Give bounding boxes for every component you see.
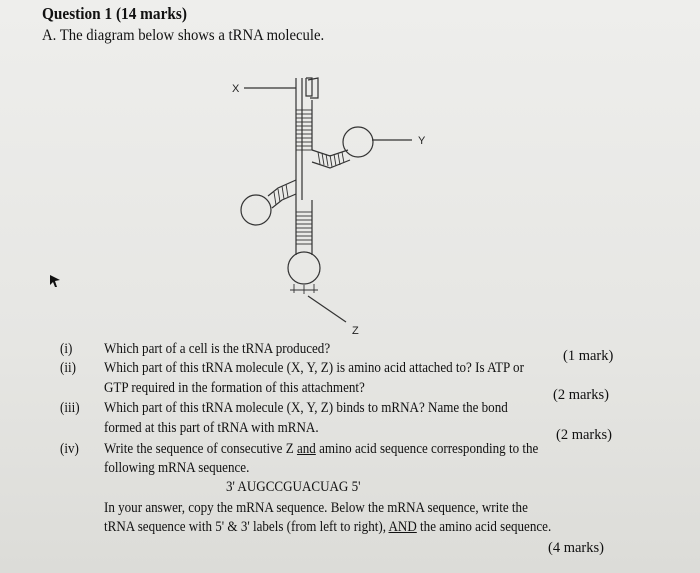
q4-marks: (4 marks) <box>548 540 604 556</box>
mrna-sequence: 3' AUGCCGUACUAG 5' <box>226 479 361 495</box>
q3-line1: Which part of this tRNA molecule (X, Y, Z) binds to mRNA? Name the bond <box>104 400 508 416</box>
q4-line2: following mRNA sequence. <box>104 460 250 476</box>
mouse-cursor-icon <box>48 273 62 289</box>
label-y: Y <box>418 135 426 147</box>
q4-line3: In your answer, copy the mRNA sequence. Below the mRNA sequence, write the <box>104 500 528 516</box>
q4-line1-and: and <box>296 441 316 457</box>
q4-line1-a: Write the sequence of consecutive Z <box>104 441 297 457</box>
q2-marks: (2 marks) <box>553 387 609 403</box>
q4-number: (iv) <box>60 441 79 457</box>
q3-number: (iii) <box>60 400 80 416</box>
q2-line1: Which part of this tRNA molecule (X, Y, Z) is amino acid attached to? Is ATP or <box>104 360 524 376</box>
q4-line1-b: amino acid sequence corresponding to the <box>315 441 539 457</box>
q4-line4-b: the amino acid sequence. <box>416 519 552 535</box>
q3-line2: formed at this part of tRNA with mRNA. <box>104 420 319 436</box>
label-x: X <box>232 83 240 95</box>
label-z: Z <box>352 325 359 337</box>
question-title: Question 1 (14 marks) <box>42 4 187 23</box>
q2-number: (ii) <box>60 360 76 376</box>
q4-line4 <box>104 519 551 536</box>
q1-marks: (1 mark) <box>563 348 614 364</box>
q2-line2: GTP required in the formation of this attachment? <box>104 380 365 396</box>
question-subtitle: A. The diagram below shows a tRNA molecule. <box>42 27 325 44</box>
q4-line4-a: tRNA sequence with 5' & 3' labels (from left to right), <box>104 519 389 535</box>
q1-number: (i) <box>60 341 73 357</box>
q1-text: Which part of a cell is the tRNA produced? <box>104 341 331 357</box>
q4-line1 <box>104 441 538 458</box>
q3-marks: (2 marks) <box>556 427 612 443</box>
q4-line4-and: AND <box>388 519 417 535</box>
